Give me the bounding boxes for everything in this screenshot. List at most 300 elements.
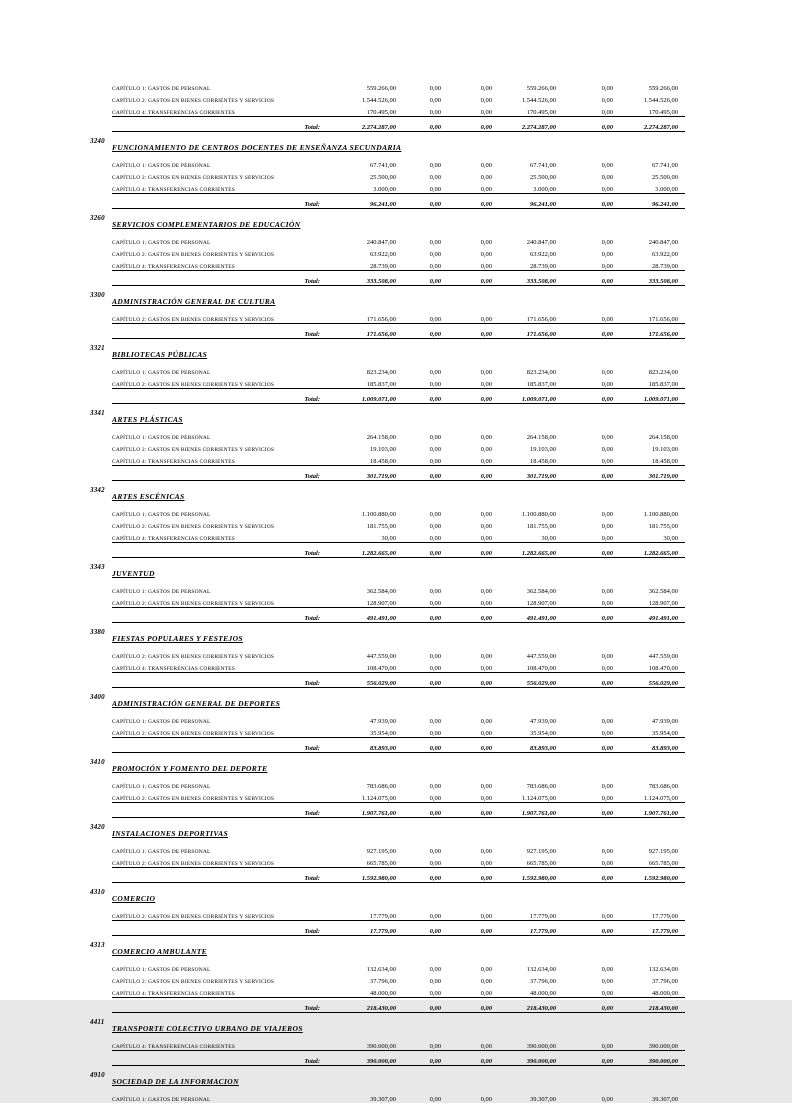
code-spacer — [90, 608, 112, 623]
section-code: 3342 — [90, 485, 105, 494]
row-value: 0,00 — [429, 381, 441, 388]
row-label: CAPÍTULO 2: GASTOS EN BIENES CORRIENTES Y SERVICIOS — [112, 317, 275, 323]
row-value: 0,00 — [429, 990, 441, 997]
total-value: 0,00 — [396, 608, 441, 623]
row-value: 1.544.526,00 — [643, 97, 678, 104]
row-value: 0,00 — [601, 978, 613, 985]
section-total-row — [90, 324, 685, 339]
total-value: 0,00 — [556, 543, 613, 558]
total-value: 0,00 — [441, 803, 492, 818]
row-value: 30,00 — [663, 535, 678, 542]
row-label: CAPÍTULO 2: GASTOS EN BIENES CORRIENTES Y SERVICIOS — [112, 796, 275, 802]
row-value: 35.954,00 — [530, 730, 556, 737]
total-value: 1.592.980,00 — [613, 868, 685, 883]
row-value: 0,00 — [480, 85, 492, 92]
row-value: 0,00 — [601, 458, 613, 465]
row-label: CAPÍTULO 2: GASTOS EN BIENES CORRIENTES Y SERVICIOS — [112, 914, 275, 920]
row-value: 0,00 — [480, 966, 492, 973]
section-header-row — [90, 883, 685, 909]
row-label: CAPÍTULO 1: GASTOS DE PERSONAL — [112, 86, 211, 92]
code-spacer — [90, 194, 112, 209]
row-label: CAPÍTULO 1: GASTOS DE PERSONAL — [112, 849, 211, 855]
row-label: CAPÍTULO 2: GASTOS EN BIENES CORRIENTES Y SERVICIOS — [112, 175, 275, 181]
row-value: 0,00 — [429, 600, 441, 607]
row-value: 35.954,00 — [370, 730, 396, 737]
total-value: 0,00 — [396, 998, 441, 1013]
section-total-row — [90, 389, 685, 404]
row-label: CAPÍTULO 2: GASTOS EN BIENES CORRIENTES Y SERVICIOS — [112, 382, 275, 388]
row-value: 132.634,00 — [648, 966, 678, 973]
row-value: 783.686,00 — [366, 783, 396, 790]
section-total-row — [90, 803, 685, 818]
section-code: 3420 — [90, 822, 105, 831]
row-value: 0,00 — [429, 523, 441, 530]
total-value: 0,00 — [396, 738, 441, 753]
row-value: 185.837,00 — [526, 381, 556, 388]
section-header-row — [90, 481, 685, 507]
code-spacer — [90, 246, 112, 258]
row-value: 181.755,00 — [648, 523, 678, 530]
row-value: 0,00 — [601, 381, 613, 388]
total-value: 0,00 — [441, 673, 492, 688]
total-value: 0,00 — [556, 117, 613, 132]
row-value: 63.922,00 — [530, 251, 556, 258]
row-value: 0,00 — [429, 251, 441, 258]
row-value: 0,00 — [429, 186, 441, 193]
section-code: 3343 — [90, 562, 105, 571]
section-title-cell — [112, 753, 685, 779]
total-value: 333.508,00 — [320, 271, 396, 286]
code-spacer — [90, 583, 112, 595]
budget-row — [90, 790, 685, 803]
section-total-row — [90, 868, 685, 883]
row-value: 0,00 — [480, 369, 492, 376]
row-label: CAPÍTULO 2: GASTOS EN BIENES CORRIENTES Y SERVICIOS — [112, 861, 275, 867]
budget-row — [90, 843, 685, 855]
section-total-row — [90, 1051, 685, 1066]
row-value: 0,00 — [601, 588, 613, 595]
row-value: 0,00 — [480, 251, 492, 258]
row-value: 559.266,00 — [366, 85, 396, 92]
code-spacer — [90, 648, 112, 660]
row-value: 0,00 — [601, 186, 613, 193]
section-total-row — [90, 194, 685, 209]
section-code: 3240 — [90, 136, 105, 145]
row-label: CAPÍTULO 2: GASTOS EN BIENES CORRIENTES Y SERVICIOS — [112, 979, 275, 985]
total-value: 1.907.761,00 — [320, 803, 396, 818]
total-value: 1.282.665,00 — [320, 543, 396, 558]
row-value: 0,00 — [601, 434, 613, 441]
row-value: 0,00 — [480, 316, 492, 323]
total-value: 1.282.665,00 — [613, 543, 685, 558]
row-value: 264.158,00 — [366, 434, 396, 441]
section-header-row — [90, 688, 685, 714]
total-value: 0,00 — [396, 324, 441, 339]
row-value: 927.195,00 — [648, 848, 678, 855]
row-value: 128.907,00 — [648, 600, 678, 607]
total-label: Total: — [112, 608, 320, 623]
row-value: 0,00 — [601, 718, 613, 725]
budget-row — [90, 258, 685, 271]
row-value: 30,00 — [541, 535, 556, 542]
section-code: 3341 — [90, 408, 105, 417]
section-title-cell — [112, 339, 685, 365]
row-value: 63.922,00 — [652, 251, 678, 258]
total-value: 0,00 — [396, 117, 441, 132]
budget-row — [90, 961, 685, 973]
total-value: 491.491,00 — [320, 608, 396, 623]
row-value: 783.686,00 — [648, 783, 678, 790]
total-value: 0,00 — [441, 868, 492, 883]
row-value: 132.634,00 — [366, 966, 396, 973]
section-total-row — [90, 738, 685, 753]
budget-row — [90, 1091, 685, 1103]
row-value: 0,00 — [429, 446, 441, 453]
section-title: INSTALACIONES DEPORTIVAS — [112, 829, 228, 838]
row-value: 0,00 — [601, 251, 613, 258]
row-value: 181.755,00 — [526, 523, 556, 530]
row-value: 0,00 — [601, 966, 613, 973]
row-value: 783.686,00 — [526, 783, 556, 790]
row-value: 0,00 — [429, 434, 441, 441]
row-value: 0,00 — [480, 600, 492, 607]
row-label: CAPÍTULO 1: GASTOS DE PERSONAL — [112, 163, 211, 169]
row-value: 0,00 — [429, 316, 441, 323]
total-label: Total: — [112, 673, 320, 688]
code-spacer — [90, 673, 112, 688]
section-title: PROMOCIÓN Y FOMENTO DEL DEPORTE — [112, 764, 268, 773]
section-total-row — [90, 117, 685, 132]
budget-row — [90, 595, 685, 608]
total-value: 0,00 — [556, 673, 613, 688]
row-value: 447.559,00 — [526, 653, 556, 660]
row-value: 0,00 — [429, 1043, 441, 1050]
total-value: 2.274.287,00 — [613, 117, 685, 132]
section-header-row — [90, 339, 685, 365]
row-value: 1.100.880,00 — [521, 511, 556, 518]
section-header-row — [90, 936, 685, 962]
row-value: 0,00 — [429, 795, 441, 802]
row-label: CAPÍTULO 4: TRANSFERENCIAS CORRIENTES — [112, 264, 235, 270]
total-value: 0,00 — [556, 389, 613, 404]
row-label: CAPÍTULO 2: GASTOS EN BIENES CORRIENTES Y SERVICIOS — [112, 601, 275, 607]
total-value: 301.719,00 — [492, 466, 556, 481]
row-label: CAPÍTULO 1: GASTOS DE PERSONAL — [112, 435, 211, 441]
code-spacer — [90, 1051, 112, 1066]
code-spacer — [90, 998, 112, 1013]
total-value: 0,00 — [441, 324, 492, 339]
section-code: 3321 — [90, 343, 105, 352]
row-value: 171.656,00 — [366, 316, 396, 323]
total-value: 96.241,00 — [492, 194, 556, 209]
row-value: 0,00 — [480, 1096, 492, 1103]
row-label: CAPÍTULO 4: TRANSFERENCIAS CORRIENTES — [112, 666, 235, 672]
budget-row — [90, 157, 685, 169]
code-spacer — [90, 908, 112, 921]
total-value: 556.029,00 — [320, 673, 396, 688]
row-value: 823.234,00 — [526, 369, 556, 376]
row-value: 47.939,00 — [652, 718, 678, 725]
budget-row — [90, 725, 685, 738]
total-value: 0,00 — [556, 608, 613, 623]
total-value: 0,00 — [556, 1051, 613, 1066]
row-value: 39.307,00 — [530, 1096, 556, 1103]
section-title: SOCIEDAD DE LA INFORMACION — [112, 1077, 239, 1086]
row-value: 1.544.526,00 — [521, 97, 556, 104]
row-value: 0,00 — [601, 535, 613, 542]
section-header-row — [90, 209, 685, 235]
section-title-cell — [112, 1066, 685, 1092]
row-label: CAPÍTULO 1: GASTOS DE PERSONAL — [112, 1097, 211, 1103]
code-spacer — [90, 868, 112, 883]
section-title-cell — [112, 481, 685, 507]
budget-row — [90, 181, 685, 194]
row-value: 0,00 — [601, 730, 613, 737]
row-label: CAPÍTULO 2: GASTOS EN BIENES CORRIENTES Y SERVICIOS — [112, 98, 275, 104]
row-value: 240.847,00 — [526, 239, 556, 246]
total-value: 0,00 — [441, 466, 492, 481]
section-title-cell — [112, 1013, 685, 1039]
row-value: 0,00 — [480, 458, 492, 465]
total-value: 0,00 — [441, 543, 492, 558]
row-value: 0,00 — [429, 263, 441, 270]
row-value: 0,00 — [429, 1096, 441, 1103]
code-spacer — [90, 595, 112, 608]
section-header-row — [90, 404, 685, 430]
budget-row — [90, 453, 685, 466]
row-label: CAPÍTULO 2: GASTOS EN BIENES CORRIENTES Y SERVICIOS — [112, 731, 275, 737]
total-value: 0,00 — [556, 738, 613, 753]
section-title: COMERCIO AMBULANTE — [112, 947, 207, 956]
row-value: 18.458,00 — [530, 458, 556, 465]
code-spacer — [90, 181, 112, 194]
row-value: 0,00 — [480, 263, 492, 270]
code-spacer — [90, 660, 112, 673]
row-value: 0,00 — [480, 97, 492, 104]
total-value: 0,00 — [441, 921, 492, 936]
total-value: 0,00 — [396, 543, 441, 558]
row-value: 0,00 — [480, 848, 492, 855]
total-label: Total: — [112, 466, 320, 481]
total-value: 390.000,00 — [320, 1051, 396, 1066]
row-value: 0,00 — [429, 978, 441, 985]
code-spacer — [90, 973, 112, 985]
row-value: 47.939,00 — [370, 718, 396, 725]
code-spacer — [90, 530, 112, 543]
total-value: 1.009.071,00 — [320, 389, 396, 404]
row-value: 67.741,00 — [530, 162, 556, 169]
row-value: 25.500,00 — [370, 174, 396, 181]
budget-row — [90, 518, 685, 530]
row-value: 0,00 — [601, 913, 613, 920]
total-value: 171.656,00 — [320, 324, 396, 339]
section-header-row — [90, 753, 685, 779]
code-spacer — [90, 961, 112, 973]
row-value: 0,00 — [429, 174, 441, 181]
section-title: BIBLIOTECAS PÚBLICAS — [112, 350, 208, 359]
section-code: 3300 — [90, 290, 105, 299]
total-value: 301.719,00 — [320, 466, 396, 481]
row-value: 185.837,00 — [366, 381, 396, 388]
section-title: COMERCIO — [112, 894, 156, 903]
row-value: 37.796,00 — [530, 978, 556, 985]
total-value: 491.491,00 — [492, 608, 556, 623]
row-label: CAPÍTULO 1: GASTOS DE PERSONAL — [112, 589, 211, 595]
row-value: 0,00 — [480, 381, 492, 388]
section-code: 4313 — [90, 940, 105, 949]
total-value: 218.430,00 — [320, 998, 396, 1013]
code-spacer — [90, 441, 112, 453]
section-title: ADMINISTRACIÓN GENERAL DE DEPORTES — [112, 699, 281, 708]
total-value: 1.907.761,00 — [492, 803, 556, 818]
row-label: CAPÍTULO 2: GASTOS EN BIENES CORRIENTES Y SERVICIOS — [112, 447, 275, 453]
row-value: 48.000,00 — [652, 990, 678, 997]
total-value: 0,00 — [441, 738, 492, 753]
code-spacer — [90, 921, 112, 936]
row-value: 0,00 — [480, 665, 492, 672]
row-value: 823.234,00 — [648, 369, 678, 376]
code-spacer — [90, 271, 112, 286]
section-code: 3400 — [90, 692, 105, 701]
row-value: 48.000,00 — [370, 990, 396, 997]
section-title-cell — [112, 558, 685, 584]
code-spacer — [90, 169, 112, 181]
row-value: 0,00 — [601, 369, 613, 376]
row-value: 0,00 — [601, 523, 613, 530]
code-spacer — [90, 466, 112, 481]
row-value: 108.470,00 — [648, 665, 678, 672]
row-value: 1.100.880,00 — [643, 511, 678, 518]
row-value: 28.739,00 — [370, 263, 396, 270]
total-value: 0,00 — [441, 1051, 492, 1066]
section-title-cell — [112, 936, 685, 962]
row-label: CAPÍTULO 1: GASTOS DE PERSONAL — [112, 240, 211, 246]
row-value: 19.103,00 — [530, 446, 556, 453]
row-value: 1.100.880,00 — [361, 511, 396, 518]
total-value: 0,00 — [441, 271, 492, 286]
code-spacer — [90, 117, 112, 132]
row-value: 28.739,00 — [530, 263, 556, 270]
row-value: 47.939,00 — [530, 718, 556, 725]
row-value: 0,00 — [429, 239, 441, 246]
row-label: CAPÍTULO 4: TRANSFERENCIAS CORRIENTES — [112, 187, 235, 193]
row-value: 171.656,00 — [526, 316, 556, 323]
row-value: 0,00 — [429, 369, 441, 376]
budget-row — [90, 429, 685, 441]
budget-row — [90, 973, 685, 985]
code-spacer — [90, 738, 112, 753]
total-label: Total: — [112, 117, 320, 132]
budget-row — [90, 855, 685, 868]
code-spacer — [90, 713, 112, 725]
row-value: 0,00 — [480, 535, 492, 542]
row-value: 0,00 — [601, 1096, 613, 1103]
code-spacer — [90, 376, 112, 389]
row-label: CAPÍTULO 4: TRANSFERENCIAS CORRIENTES — [112, 536, 235, 542]
row-value: 0,00 — [601, 600, 613, 607]
code-spacer — [90, 453, 112, 466]
row-value: 39.307,00 — [652, 1096, 678, 1103]
row-value: 0,00 — [601, 665, 613, 672]
row-value: 0,00 — [429, 783, 441, 790]
row-label: CAPÍTULO 1: GASTOS DE PERSONAL — [112, 512, 211, 518]
section-title-cell — [112, 688, 685, 714]
section-total-row — [90, 608, 685, 623]
budget-table-wrap — [90, 80, 685, 1103]
code-spacer — [90, 843, 112, 855]
total-value: 0,00 — [396, 194, 441, 209]
budget-row — [90, 80, 685, 92]
row-label: CAPÍTULO 4: TRANSFERENCIAS CORRIENTES — [112, 459, 235, 465]
row-value: 17.779,00 — [652, 913, 678, 920]
total-value: 0,00 — [396, 921, 441, 936]
row-value: 170.495,00 — [526, 109, 556, 116]
row-value: 447.559,00 — [366, 653, 396, 660]
row-value: 67.741,00 — [370, 162, 396, 169]
row-value: 1.124.075,00 — [521, 795, 556, 802]
row-value: 559.266,00 — [526, 85, 556, 92]
row-value: 927.195,00 — [366, 848, 396, 855]
section-code: 3260 — [90, 213, 105, 222]
row-value: 0,00 — [480, 978, 492, 985]
row-label: CAPÍTULO 2: GASTOS EN BIENES CORRIENTES Y SERVICIOS — [112, 524, 275, 530]
section-header-row — [90, 1066, 685, 1092]
budget-row — [90, 583, 685, 595]
row-value: 0,00 — [601, 263, 613, 270]
row-value: 0,00 — [601, 511, 613, 518]
row-value: 0,00 — [601, 795, 613, 802]
row-value: 0,00 — [480, 718, 492, 725]
row-value: 63.922,00 — [370, 251, 396, 258]
row-value: 19.103,00 — [370, 446, 396, 453]
row-value: 1.124.075,00 — [361, 795, 396, 802]
row-value: 0,00 — [601, 783, 613, 790]
total-value: 556.029,00 — [492, 673, 556, 688]
row-value: 0,00 — [480, 523, 492, 530]
row-value: 25.500,00 — [652, 174, 678, 181]
total-label: Total: — [112, 194, 320, 209]
row-value: 0,00 — [429, 162, 441, 169]
row-value: 0,00 — [601, 97, 613, 104]
row-value: 0,00 — [429, 97, 441, 104]
row-value: 0,00 — [480, 588, 492, 595]
row-value: 0,00 — [480, 1043, 492, 1050]
code-spacer — [90, 855, 112, 868]
row-value: 0,00 — [480, 174, 492, 181]
row-value: 128.907,00 — [526, 600, 556, 607]
total-value: 0,00 — [441, 117, 492, 132]
row-value: 37.796,00 — [370, 978, 396, 985]
code-spacer — [90, 778, 112, 790]
total-value: 1.282.665,00 — [492, 543, 556, 558]
section-header-row — [90, 623, 685, 649]
total-label: Total: — [112, 998, 320, 1013]
row-value: 18.458,00 — [370, 458, 396, 465]
row-value: 185.837,00 — [648, 381, 678, 388]
section-title-cell — [112, 209, 685, 235]
budget-row — [90, 234, 685, 246]
total-value: 96.241,00 — [613, 194, 685, 209]
row-value: 0,00 — [480, 653, 492, 660]
section-total-row — [90, 921, 685, 936]
row-value: 0,00 — [429, 665, 441, 672]
section-title: JUVENTUD — [112, 569, 155, 578]
total-value: 1.592.980,00 — [492, 868, 556, 883]
total-value: 2.274.287,00 — [492, 117, 556, 132]
row-value: 0,00 — [480, 990, 492, 997]
row-value: 108.470,00 — [366, 665, 396, 672]
section-total-row — [90, 466, 685, 481]
